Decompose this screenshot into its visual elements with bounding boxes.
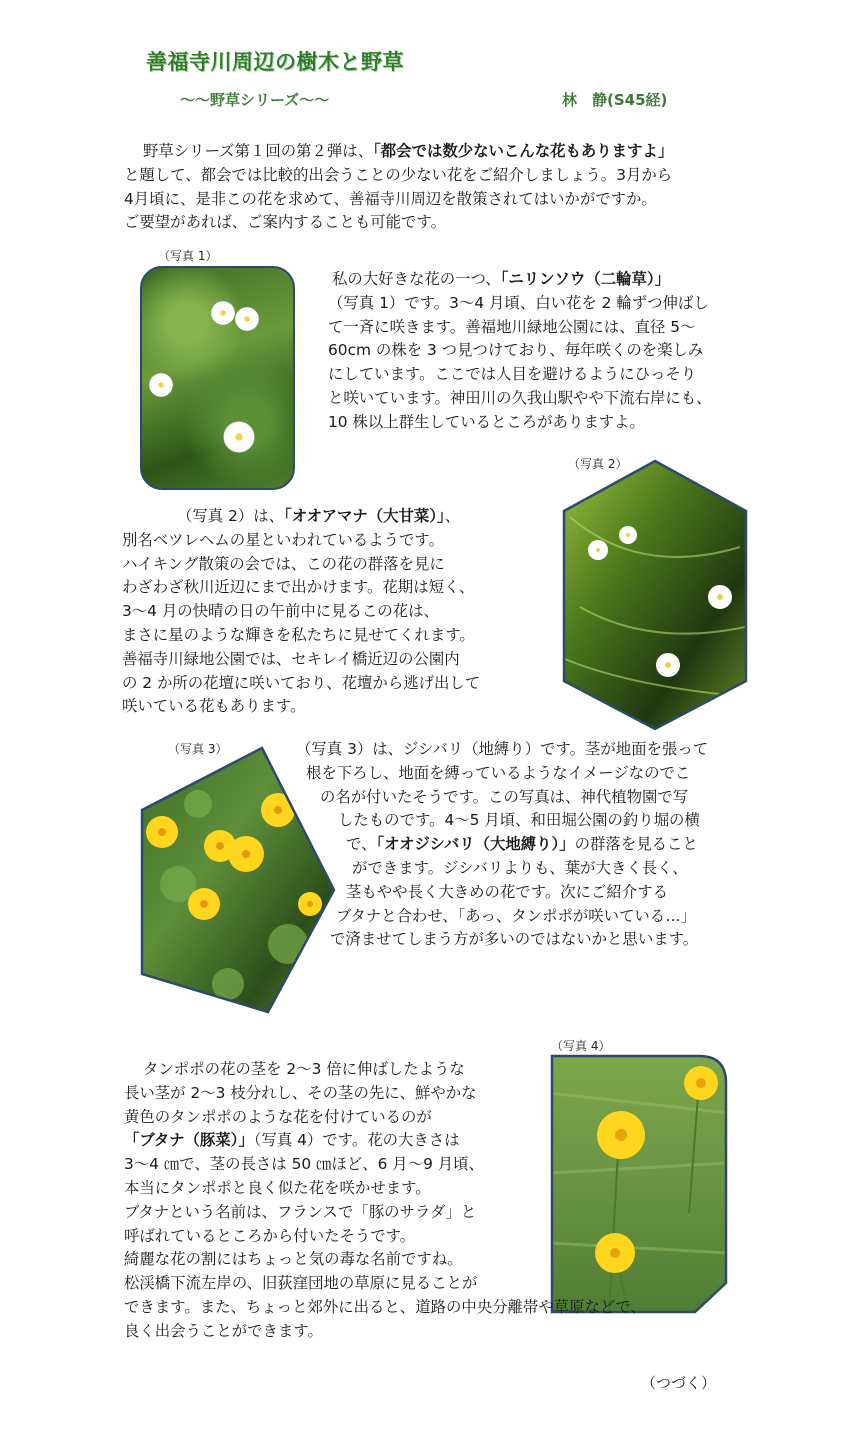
section4-paragraph xyxy=(124,1058,646,1344)
intro-line xyxy=(124,140,673,164)
section3-line: ができます。ジシバリよりも、葉が大きく長く、 xyxy=(352,858,688,877)
intro-text: 野草シリーズ第１回の第２弾は、 xyxy=(143,142,374,160)
white-flower-icon xyxy=(222,420,256,454)
section1-line xyxy=(328,268,712,292)
section4-text: （写真 4）です。花の大きさは xyxy=(253,1131,460,1150)
section1-line: て一斉に咲きます。善福地川緑地公園には、直径 5～ xyxy=(328,317,696,336)
section4-line: 黄色のタンポポのような花を付けているのが xyxy=(124,1107,432,1126)
section2-line: 別名ベツレヘムの星といわれているようです。 xyxy=(122,530,444,549)
to-be-continued: （つづく） xyxy=(641,1374,717,1392)
section3-text: の群落を見ること xyxy=(574,835,698,854)
photo2-caption: （写真 2） xyxy=(568,457,628,471)
section4-line: タンポポの花の茎を 2～3 倍に伸ばしたような xyxy=(143,1060,465,1078)
section1-paragraph xyxy=(328,268,712,435)
section2-line: わざわざ秋川近辺にまで出かけます。花期は短く、 xyxy=(122,578,475,597)
section4-line: 3～4 ㎝で、茎の長さは 50 ㎝ほど、6 月～9 月頃、 xyxy=(124,1155,484,1174)
intro-line: と題して、都会では比較的出会うことの少ない花をご紹介しましょう。3月から xyxy=(124,165,673,184)
section3-line: で済ませてしまう方が多いのではないかと思います。 xyxy=(330,930,699,949)
intro-line: ご要望があれば、ご案内することも可能です。 xyxy=(124,213,446,232)
section3-text: で、 xyxy=(346,835,377,854)
section2-line: 善福寺川緑地公園では、セキレイ橋近辺の公園内 xyxy=(122,649,460,668)
section2-line: 咲いている花もあります。 xyxy=(122,697,306,716)
white-flower-icon xyxy=(210,300,236,326)
section4-line: 良く出会うことができます。 xyxy=(124,1321,323,1340)
section2-line xyxy=(122,505,480,529)
section2-line: の 2 か所の花壇に咲いており、花壇から逃げ出して xyxy=(122,673,481,692)
section3-line xyxy=(0,833,708,857)
series-subtitle: ～～野草シリーズ～～ xyxy=(180,91,330,109)
section4-line: ブタナという名前は、フランスで「豚のサラダ」と xyxy=(124,1202,477,1221)
section3-line: したものです。4～5 月頃、和田堀公園の釣り堀の横 xyxy=(338,811,700,830)
white-flower-icon xyxy=(148,372,174,398)
section1-line: と咲いています。神田川の久我山駅やや下流右岸にも、 xyxy=(328,388,712,407)
section3-highlight: 「オオジシバリ（大地縛り）」 xyxy=(376,835,575,854)
section4-line: 綺麗な花の割にはちょっと気の毒な名前ですね。 xyxy=(124,1250,463,1269)
section4-highlight: 「ブタナ（豚菜）」 xyxy=(124,1131,254,1150)
article-title: 善福寺川周辺の樹木と野草 xyxy=(146,50,404,74)
section1-line: 10 株以上群生しているところがありますよ。 xyxy=(328,412,645,431)
section3-paragraph xyxy=(0,738,708,952)
intro-highlight: 「都会では数少ないこんな花もありますよ」 xyxy=(373,142,674,160)
section3-line: 根を下ろし、地面を縛っているようなイメージなのでこ xyxy=(306,763,691,782)
section3-line: （写真 3）は、ジシバリ（地縛り）です。茎が地面を張って xyxy=(296,740,709,758)
photo4-caption: （写真 4） xyxy=(551,1039,611,1053)
section2-line: 3～4 月の快晴の日の午前中に見るこの花は、 xyxy=(122,602,439,621)
author-name: 林 静(S45経) xyxy=(562,91,668,109)
section4-line: できます。また、ちょっと郊外に出ると、道路の中央分離帯や草原などで、 xyxy=(124,1297,646,1316)
section1-line: 60cm の株を 3 つ見つけており、毎年咲くのを楽しみ xyxy=(328,341,704,360)
section1-line: にしています。ここでは人目を避けるようにひっそり xyxy=(328,365,697,384)
section1-highlight: 「ニリンソウ（二輪草）」 xyxy=(500,270,670,288)
section4-line: 呼ばれているところから付いたそうです。 xyxy=(124,1226,416,1245)
photo1-nirinsou-image xyxy=(140,266,295,490)
photo3-caption: （写真 3） xyxy=(168,742,228,756)
section3-line: ブタナと合わせ、「あっ、タンポポが咲いている…」 xyxy=(336,906,696,925)
section3-line: の名が付いたそうです。この写真は、神代植物園で写 xyxy=(320,787,689,806)
photo2-oamana-image xyxy=(560,457,750,733)
section4-line: 本当にタンポポと良く似た花を咲かせます。 xyxy=(124,1178,431,1197)
intro-line: 4月頃に、是非この花を求めて、善福寺川周辺を散策されてはいかがですか。 xyxy=(124,189,657,208)
section2-text: （写真 2）は、 xyxy=(177,507,285,525)
photo1-caption: （写真 1） xyxy=(158,249,218,263)
intro-paragraph xyxy=(124,140,673,235)
section4-line xyxy=(124,1129,646,1153)
section3-line: 茎もやや長く大きめの花です。次にご紹介する xyxy=(346,882,668,901)
section2-line: まさに星のような輝きを私たちに見せてくれます。 xyxy=(122,625,475,644)
section2-paragraph xyxy=(122,505,480,719)
section2-highlight: 「オオアマナ（大甘菜）」 xyxy=(284,507,445,525)
white-flower-icon xyxy=(234,306,260,332)
section1-text: 私の大好きな花の一つ、 xyxy=(332,270,501,288)
section2-text: 、 xyxy=(444,507,461,525)
section4-line: 長い茎が 2～3 枝分れし、その茎の先に、鮮やかな xyxy=(124,1083,477,1102)
section4-line: 松渓橋下流左岸の、旧荻窪団地の草原に見ることが xyxy=(124,1274,478,1293)
section1-line: （写真 1）です。3～4 月頃、白い花を 2 輪ずつ伸ばし xyxy=(328,293,709,312)
section2-line: ハイキング散策の会では、この花の群落を見に xyxy=(122,554,445,573)
